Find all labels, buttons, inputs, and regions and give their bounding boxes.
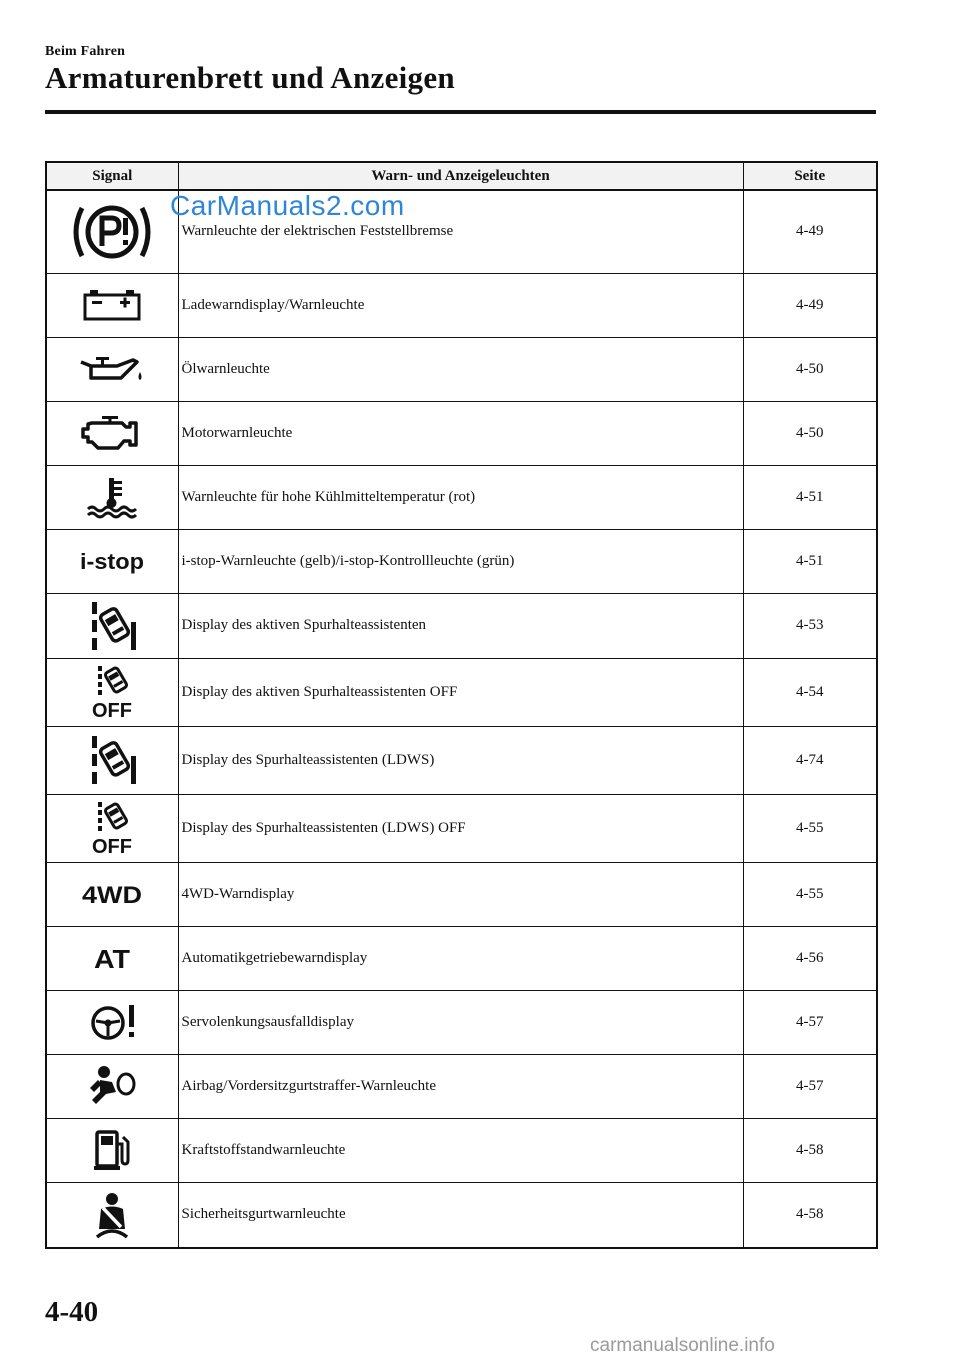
table-row — [46, 337, 877, 401]
airbag-icon — [82, 1064, 142, 1108]
page-ref: 4-58 — [743, 1182, 877, 1248]
ldws-off-icon — [82, 800, 142, 856]
light-name: Kraftstoffstandwarnleuchte — [178, 1118, 743, 1182]
page-ref: 4-74 — [743, 726, 877, 794]
table-row — [46, 862, 877, 926]
column-header-signal: Signal — [46, 162, 178, 190]
signal-cell — [46, 401, 178, 465]
table-row — [46, 990, 877, 1054]
i-stop-icon-text: i-stop — [80, 549, 145, 574]
table-row — [46, 529, 877, 593]
table-row — [46, 1182, 877, 1248]
at-icon-text: AT — [94, 944, 131, 974]
light-name: i-stop-Warnleuchte (gelb)/i-stop-Kontrollleuchte (grün) — [178, 529, 743, 593]
table-row — [46, 401, 877, 465]
table-row — [46, 593, 877, 658]
light-name: Ladewarndisplay/Warnleuchte — [178, 273, 743, 337]
page-ref: 4-54 — [743, 658, 877, 726]
signal-cell — [46, 529, 178, 593]
power-steering-icon — [82, 1001, 142, 1043]
section-title: Beim Fahren — [45, 44, 126, 59]
page-ref: 4-51 — [743, 465, 877, 529]
light-name: Display des Spurhalteassistenten (LDWS) — [178, 726, 743, 794]
table-row — [46, 926, 877, 990]
column-header-lights: Warn- und Anzeigeleuchten — [178, 162, 743, 190]
page-ref: 4-55 — [743, 862, 877, 926]
footer-url: carmanualsonline.info — [590, 1335, 775, 1356]
table-row — [46, 273, 877, 337]
signal-cell — [46, 1118, 178, 1182]
table-row — [46, 1054, 877, 1118]
page-ref: 4-53 — [743, 593, 877, 658]
battery-icon — [82, 288, 142, 322]
lane-keep-assist-off-text: OFF — [92, 700, 133, 720]
light-name: 4WD-Warndisplay — [178, 862, 743, 926]
table-header-row — [46, 162, 877, 190]
parking-brake-warning-icon — [70, 198, 154, 266]
signal-cell — [46, 1182, 178, 1248]
light-name: Display des aktiven Spurhalteassistenten OFF — [178, 658, 743, 726]
light-name: Ölwarnleuchte — [178, 337, 743, 401]
column-header-page: Seite — [743, 162, 877, 190]
lane-keep-assist-off-icon — [82, 664, 142, 720]
page-ref: 4-55 — [743, 794, 877, 862]
page-ref: 4-49 — [743, 190, 877, 273]
light-name: Warnleuchte der elektrischen Feststellbremse — [178, 190, 743, 273]
page-ref: 4-57 — [743, 990, 877, 1054]
warning-lights-table — [45, 161, 878, 1249]
header-rule — [45, 110, 876, 114]
table-row — [46, 726, 877, 794]
signal-cell — [46, 337, 178, 401]
page-ref: 4-49 — [743, 273, 877, 337]
watermark-logo: CarManuals2.com — [170, 190, 405, 221]
i-stop-icon — [77, 544, 147, 578]
table-row — [46, 465, 877, 529]
light-name: Sicherheitsgurtwarnleuchte — [178, 1182, 743, 1248]
table-row — [46, 794, 877, 862]
signal-cell — [46, 465, 178, 529]
ldws-icon — [82, 734, 142, 786]
lane-keep-assist-icon — [82, 600, 142, 652]
page-ref: 4-57 — [743, 1054, 877, 1118]
table-row — [46, 1118, 877, 1182]
signal-cell — [46, 1054, 178, 1118]
light-name: Motorwarnleuchte — [178, 401, 743, 465]
light-name: Servolenkungsausfalldisplay — [178, 990, 743, 1054]
signal-cell — [46, 726, 178, 794]
page-ref: 4-50 — [743, 337, 877, 401]
light-name: Display des Spurhalteassistenten (LDWS) OFF — [178, 794, 743, 862]
page-ref: 4-50 — [743, 401, 877, 465]
4wd-icon-text: 4WD — [82, 882, 143, 909]
oil-can-icon — [77, 352, 147, 386]
page-ref: 4-51 — [743, 529, 877, 593]
light-name: Warnleuchte für hohe Kühlmitteltemperatur (rot) — [178, 465, 743, 529]
signal-cell — [46, 593, 178, 658]
page-ref: 4-58 — [743, 1118, 877, 1182]
coolant-temperature-icon — [82, 475, 142, 519]
seatbelt-icon — [87, 1191, 137, 1239]
signal-cell — [46, 658, 178, 726]
light-name: Automatikgetriebewarndisplay — [178, 926, 743, 990]
signal-cell — [46, 190, 178, 273]
engine-icon — [80, 413, 144, 453]
light-name: Display des aktiven Spurhalteassistenten — [178, 593, 743, 658]
page-number: 4-40 — [45, 1296, 99, 1328]
at-icon — [87, 942, 137, 974]
signal-cell — [46, 862, 178, 926]
chapter-title: Armaturenbrett und Anzeigen — [45, 60, 455, 95]
signal-cell — [46, 926, 178, 990]
signal-cell — [46, 990, 178, 1054]
fuel-pump-icon — [90, 1128, 134, 1172]
table-row — [46, 658, 877, 726]
signal-cell — [46, 273, 178, 337]
page-ref: 4-56 — [743, 926, 877, 990]
signal-cell — [46, 794, 178, 862]
light-name: Airbag/Vordersitzgurtstraffer-Warnleuchte — [178, 1054, 743, 1118]
4wd-icon — [77, 878, 147, 910]
ldws-off-text: OFF — [92, 836, 133, 856]
